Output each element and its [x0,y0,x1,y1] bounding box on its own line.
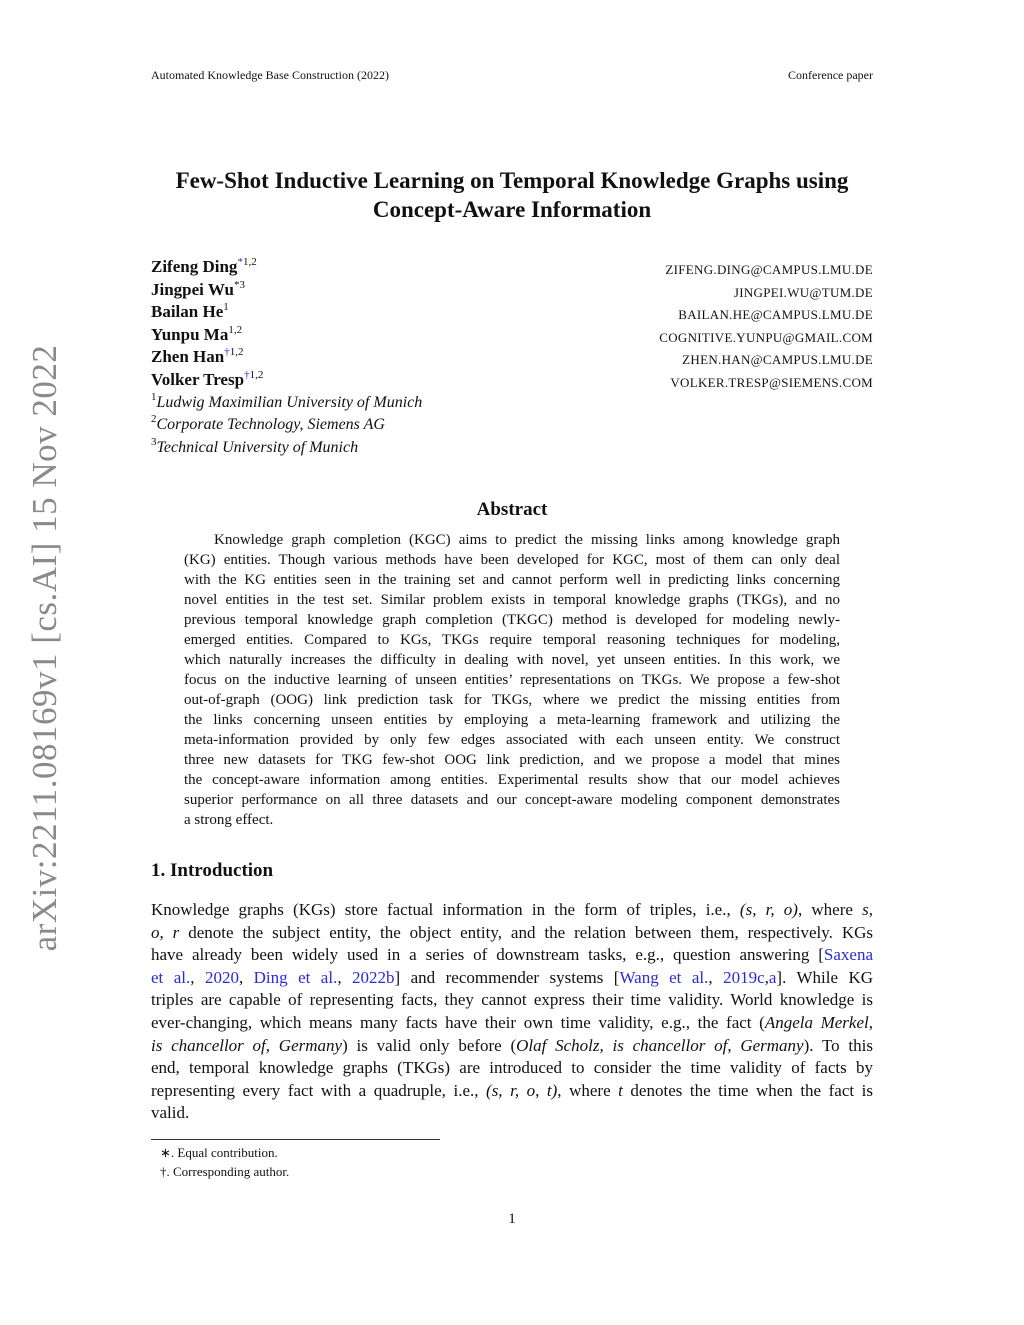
author-name: Zhen Han [151,347,225,367]
abstract-heading: Abstract [476,499,548,520]
abstract-line: out-of-graph (OOG) link prediction task for TKGs, where we predict the missing entities from [184,692,840,708]
author-marks [237,256,256,268]
affiliation-name: Technical University of Munich [156,438,359,456]
text-segment: Angela Merkel [764,1012,869,1032]
intro-line [151,944,873,967]
text-segment: is chancellor of [151,1035,266,1055]
title-line: Few-Shot Inductive Learning on Temporal Knowledge Graphs using [175,168,849,193]
author-email[interactable]: COGNITIVE.YUNPU@GMAIL.COM [659,329,873,345]
abstract-line: previous temporal knowledge graph completion (TKGC) method is developed for modeling newly- [184,612,840,628]
author [151,301,422,324]
text-segment: , [727,1035,741,1055]
author-email[interactable]: ZHEN.HAN@CAMPUS.LMU.DE [682,352,873,368]
author-affiliation-number: 1,2 [249,368,264,381]
text-segment: ] and recommender systems [ [394,967,620,987]
email-list [659,259,873,395]
author-email[interactable]: VOLKER.TRESP@SIEMENS.COM [670,374,873,390]
author-name: Yunpu Ma [151,324,229,344]
text-segment: , [159,922,173,942]
affiliation [151,414,422,437]
running-header-right: Conference paper [788,68,873,82]
affiliation-number: 2 [151,413,157,426]
author-name: Jingpei Wu [151,279,234,299]
math-expression: t [618,1080,623,1100]
author-note-mark[interactable]: † [244,368,250,381]
math-expression: o [151,922,160,942]
abstract-line: superior performance on all three datasets and our concept-aware modeling component demonstrates [184,792,840,808]
text-segment: , where [797,900,863,919]
text-segment: , [708,967,724,987]
author-affiliation-number: 1,2 [229,346,244,359]
text-segment: valid. [151,1103,190,1123]
text-segment: , [764,967,769,987]
running-header-left: Automated Knowledge Base Construction (2022) [151,68,389,82]
footnote-mark: ∗. [160,1145,175,1160]
abstract-line: focus on the inductive learning of unseen entities’ representations on TKGs. We propose a few-shot [184,672,840,688]
abstract-line: Knowledge graph completion (KGC) aims to predict the missing links among knowledge graph [214,532,840,548]
author-marks [228,324,242,336]
text-segment: ). To this [803,1035,873,1055]
author-email[interactable]: ZIFENG.DING@CAMPUS.LMU.DE [665,262,873,277]
math-expression: s [862,900,869,919]
citation-link[interactable]: 2022b [352,967,395,987]
author-email[interactable]: BAILAN.HE@CAMPUS.LMU.DE [678,307,873,323]
citation-link[interactable]: 2019c [723,967,765,987]
text-segment: Knowledge graphs (KGs) store factual information in the form of triples, i.e., [151,900,740,919]
author [151,346,422,369]
abstract-line: three new datasets for TKG few-shot OOG link prediction, and we propose a model that mines [184,752,840,768]
abstract-body [184,530,840,830]
footnote-text: Equal contribution. [177,1145,278,1160]
text-segment: end, temporal knowledge graphs (TKGs) are introduced to consider the time validity of facts by [151,1058,873,1078]
intro-line [151,1080,873,1103]
affiliation-number: 3 [151,435,157,448]
intro-line [151,967,873,990]
text-segment: Germany [740,1035,804,1055]
title-line: Concept-Aware Information [372,197,652,222]
arxiv-identifier: arXiv:2211.08169v1 [cs.AI] 15 Nov 2022 [25,344,64,952]
math-expression: (s, r, o) [739,900,798,919]
intro-line [151,1102,873,1125]
text-segment: , where [557,1080,619,1100]
text-segment: , [238,967,254,987]
author-name: Volker Tresp [151,369,245,389]
intro-line [151,1057,873,1080]
author [151,369,422,392]
text-segment: Olaf Scholz, is chancellor of [516,1035,728,1055]
author-affiliation-number: 1,2 [228,323,243,336]
text-segment: have already been widely used in a series of downstream tasks, e.g., question answering [ [151,945,824,965]
intro-line [151,1035,873,1058]
author-note-mark[interactable]: * [237,256,243,268]
text-segment: ever-changing, which means many facts have their own time validity, e.g., the fact ( [151,1012,765,1032]
text-segment: triples are capable of representing facts, they cannot express their time validity. World knowledge is [151,990,873,1010]
affiliation-name: Ludwig Maximilian University of Munich [156,393,423,411]
abstract-line: the concept-aware information among entities. Experimental results show that our model achieves [184,772,840,788]
introduction-body [151,899,873,1125]
affiliation [151,392,422,415]
abstract-line: the links concerning unseen entities by employing a meta-learning framework and utilizing the [184,712,840,728]
footnote-mark: †. [160,1164,170,1179]
text-segment: , [868,1012,873,1032]
citation-link[interactable]: et al. [151,967,191,987]
affiliation-name: Corporate Technology, Siemens AG [156,416,385,434]
text-segment: , [868,900,873,919]
author [151,279,422,302]
text-segment: representing every fact with a quadruple, i.e., [151,1080,487,1100]
author-affiliation-number: 1 [223,301,229,314]
author [151,324,422,347]
citation-link[interactable]: a [768,967,777,987]
intro-line [151,989,873,1012]
author-marks [223,301,229,313]
author-affiliation-number: 3 [239,278,245,291]
author-marks [244,369,263,381]
text-segment: ]. While KG [776,967,874,987]
author [151,256,422,279]
author-name: Zifeng Ding [151,257,238,276]
text-segment: Germany [278,1035,343,1055]
author-note-mark[interactable]: † [224,346,230,359]
paper-title [120,166,904,224]
footnote-rule [151,1139,440,1140]
intro-line [151,899,873,922]
author-email[interactable]: JINGPEI.WU@TUM.DE [733,284,873,300]
citation-link[interactable]: 2020 [204,967,239,987]
intro-line [151,922,873,945]
abstract-line: meta-information provided by only few edges associated with each unseen entity. We construct [184,732,840,748]
footnote-text: Corresponding author. [173,1164,290,1179]
citation-link[interactable]: Saxena [823,945,873,965]
page-number: 1 [508,1211,516,1227]
footnote [160,1164,289,1180]
citation-link[interactable]: Ding et al. [253,967,338,987]
section-heading-introduction: 1. Introduction [151,860,274,881]
citation-link[interactable]: Wang et al. [619,967,709,987]
math-expression: (s, r, o, t) [486,1080,558,1100]
author-marks [224,346,243,358]
abstract-line: a strong effect. [184,812,274,828]
author-affiliation-number: 1,2 [242,256,257,268]
math-expression: r [172,922,180,942]
text-segment: ) is valid only before ( [342,1035,517,1055]
text-segment: , [337,967,353,987]
text-segment: , [265,1035,279,1055]
text-segment: denote the subject entity, the object entity, and the relation between them, respectively. KGs [179,922,873,942]
intro-line [151,1012,873,1035]
abstract-line: novel entities in the test set. Similar problem exists in temporal knowledge graphs (TKGs), and no [184,592,840,608]
author-list [151,256,422,459]
abstract-line: emerged entities. Compared to KGs, TKGs require temporal reasoning techniques for modeling, [184,632,840,648]
text-segment: , [190,967,205,987]
author-marks [234,279,245,291]
abstract-line: which naturally increases the difficulty in dealing with novel, yet unseen entities. In this work, we [184,652,840,668]
author-name: Bailan He [151,302,224,322]
affiliation [151,437,422,460]
text-segment: denotes the time when the fact is [622,1080,873,1100]
author-note-mark[interactable]: * [234,278,240,291]
footnote [160,1145,278,1161]
abstract-line: with the KG entities seen in the training set and cannot perform well in predicting links concerning [184,572,840,588]
affiliation-number: 1 [151,390,157,403]
abstract-line: (KG) entities. Though various methods have been developed for KGC, most of them can only deal [184,552,840,568]
